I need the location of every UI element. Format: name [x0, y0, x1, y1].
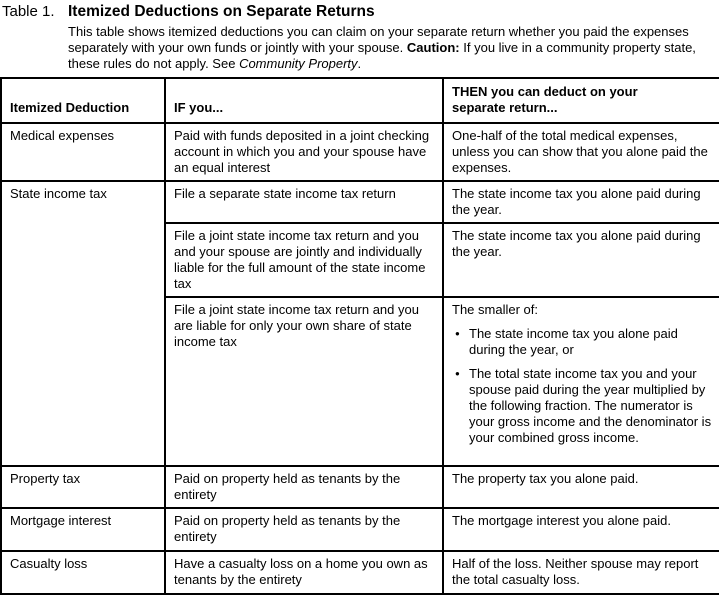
if-cell: File a joint state income tax return and you and your spouse are jointly and individually liable for the full amount of the state income tax	[165, 223, 443, 297]
description-text-2: If you live in a community property state, these rules do not apply. See	[68, 40, 696, 71]
if-cell: File a separate state income tax return	[165, 181, 443, 223]
table-header-row	[1, 78, 719, 123]
community-property-reference: Community Property	[239, 56, 358, 71]
table-description	[68, 24, 706, 72]
caution-label: Caution:	[406, 40, 460, 55]
bullet-icon: ●	[455, 329, 460, 338]
bullet-text: The state income tax you alone paid during the year, or	[469, 326, 678, 357]
then-cell: The property tax you alone paid.	[443, 466, 719, 508]
table-row-property-tax	[1, 466, 719, 508]
description-period: .	[357, 56, 362, 71]
then-cell: One-half of the total medical expenses, unless you can show that you alone paid the expenses.	[443, 123, 719, 181]
header-then-deduct	[443, 78, 719, 123]
deduction-cell: Casualty loss	[1, 551, 165, 594]
then-cell: The state income tax you alone paid during the year.	[443, 181, 719, 223]
table-number-label: Table 1.	[2, 3, 55, 20]
bullet-icon: ●	[455, 369, 460, 378]
then-cell	[443, 297, 719, 466]
table-caption-block	[0, 2, 719, 72]
header-then-line2: separate return...	[452, 100, 558, 115]
header-if-you: IF you...	[165, 78, 443, 123]
then-cell: The state income tax you alone paid during the year.	[443, 223, 719, 297]
caption-row	[0, 2, 719, 22]
if-cell: File a joint state income tax return and you are liable for only your own share of state income tax	[165, 297, 443, 466]
table-title: Itemized Deductions on Separate Returns	[68, 3, 375, 20]
bullet-item	[452, 366, 715, 446]
bullet-text: The total state income tax you and your spouse paid during the year multiplied by the following fraction. The numerator is your gross income and the denominator is your combined gross income.	[469, 366, 712, 445]
if-cell: Have a casualty loss on a home you own as tenants by the entirety	[165, 551, 443, 594]
itemized-deductions-table	[0, 77, 719, 595]
table-row-mortgage-interest	[1, 508, 719, 551]
header-then-line1: THEN you can deduct on your	[452, 84, 638, 99]
description-text: This table shows itemized deductions you can claim on your separate return whether you paid the expenses separately with your own funds or jointly with your spouse.	[68, 24, 689, 55]
if-cell: Paid on property held as tenants by the entirety	[165, 508, 443, 551]
deduction-cell: Mortgage interest	[1, 508, 165, 551]
header-itemized-deduction: Itemized Deduction	[1, 78, 165, 123]
table-row-medical-expenses	[1, 123, 719, 181]
table-row-state-income-tax-1	[1, 181, 719, 223]
deduction-cell: Property tax	[1, 466, 165, 508]
deduction-cell: Medical expenses	[1, 123, 165, 181]
then-cell: Half of the loss. Neither spouse may report the total casualty loss.	[443, 551, 719, 594]
if-cell: Paid with funds deposited in a joint checking account in which you and your spouse have an equal interest	[165, 123, 443, 181]
bullet-item	[452, 326, 715, 358]
then-intro-text: The smaller of:	[452, 302, 538, 317]
deduction-cell: State income tax	[1, 181, 165, 466]
if-cell: Paid on property held as tenants by the entirety	[165, 466, 443, 508]
then-cell: The mortgage interest you alone paid.	[443, 508, 719, 551]
table-row-casualty-loss	[1, 551, 719, 594]
